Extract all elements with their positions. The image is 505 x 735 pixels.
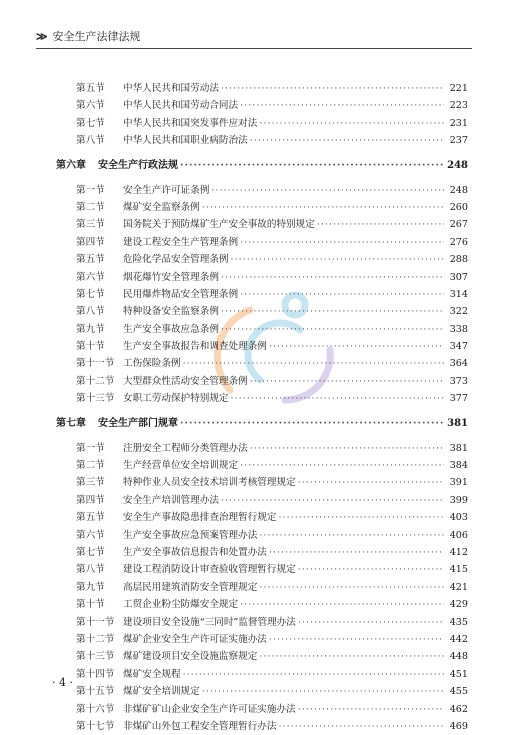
toc-entry [52,648,468,665]
toc-entry [52,80,468,97]
section-title: 煤矿安全规程 [123,668,181,680]
toc-entry [52,321,468,338]
section-page: 322 [449,306,468,318]
leader-dots [231,251,444,268]
section-number: 第八节 [76,135,105,147]
section-page: 288 [449,254,468,266]
section-number: 第九节 [76,323,105,335]
section-title: 生产安全事故应急条例 [123,323,219,335]
toc-entry [52,509,468,526]
section-number: 第九节 [76,581,105,593]
section-title: 安全生产培训管理办法 [123,494,219,506]
leader-dots [240,234,444,251]
section-title: 建设工程消防设计审查验收管理暂行规定 [123,564,296,576]
page-number: · 4 · [52,676,73,689]
toc-entry [52,666,468,683]
section-number: 第十二节 [76,375,115,387]
toc-entry [52,631,468,648]
toc-entry [52,355,468,372]
toc-chapter-6-sections [52,182,468,408]
section-page: 412 [449,546,468,558]
section-number: 第二节 [76,460,105,472]
section-page: 435 [449,616,468,628]
chapter-number: 第六章 [56,159,86,171]
leader-dots [240,596,444,613]
section-number: 第十三节 [76,651,115,663]
section-page: 338 [449,323,468,335]
section-number: 第七节 [76,288,105,300]
section-page: 223 [449,100,468,112]
leader-dots [240,286,444,303]
section-title: 煤矿企业安全生产许可证实施办法 [123,633,267,645]
section-page: 276 [449,236,468,248]
section-title: 生产安全事故报告和调查处理条例 [123,341,267,353]
leader-dots [240,457,444,474]
toc-entry [52,97,468,114]
section-number: 第六节 [76,271,105,283]
section-title: 生产经营单位安全培训规定 [123,460,239,472]
section-number: 第八节 [76,564,105,576]
section-page: 347 [449,341,468,353]
table-of-contents [52,80,468,735]
leader-dots [221,80,444,97]
section-page: 221 [449,83,468,94]
section-title: 烟花爆竹安全管理条例 [123,271,219,283]
section-page: 442 [449,633,468,645]
leader-dots [221,269,444,286]
section-page: 399 [449,494,468,506]
section-number: 第一节 [76,442,105,454]
leader-dots [221,321,444,338]
section-title: 工贸企业粉尘防爆安全规定 [123,599,239,611]
section-title: 非煤矿矿山企业安全生产许可证实施办法 [123,703,296,715]
running-header [36,28,472,46]
chapter-page: 248 [447,159,468,171]
section-title: 煤矿安全监察条例 [123,201,200,213]
section-title: 特种作业人员安全技术培训考核管理规定 [123,477,296,489]
leader-dots [211,182,444,199]
leader-dots [269,544,444,561]
section-title: 女职工劳动保护特别规定 [123,393,229,405]
toc-entry [52,718,468,735]
section-number: 第六节 [76,100,105,112]
section-page: 377 [449,393,468,405]
section-page: 451 [449,668,468,680]
section-title: 生产安全事故应急预案管理办法 [123,529,258,541]
toc-entry [52,182,468,199]
section-number: 第三节 [76,219,105,231]
chapter-page: 381 [447,417,468,429]
toc-entry [52,390,468,407]
section-title: 安全生产事故隐患排查治理暂行规定 [123,512,277,524]
toc-entry [52,115,468,132]
section-title: 大型群众性活动安全管理条例 [123,375,248,387]
toc-entry [52,474,468,491]
section-page: 462 [449,703,468,715]
chapter-title: 安全生产行政法规 [98,159,178,171]
leader-dots [180,412,444,436]
toc-entry [52,614,468,631]
leader-dots [202,199,444,216]
section-number: 第十七节 [76,720,115,732]
section-title: 煤矿安全培训规定 [123,686,200,698]
toc-entry [52,492,468,509]
toc-section-continued [52,80,468,150]
section-number: 第一节 [76,184,105,196]
section-title: 国务院关于预防煤矿生产安全事故的特别规定 [123,219,315,231]
header-mark: ≫ [36,30,47,43]
toc-entry [52,701,468,718]
header-title: 安全生产法律法规 [52,30,141,43]
leader-dots [259,648,444,665]
section-number: 第十一节 [76,358,115,370]
section-page: 231 [449,117,468,129]
toc-entry [52,527,468,544]
toc-entry [52,544,468,561]
leader-dots [298,701,444,718]
section-title: 特种设备安全监察条例 [123,306,219,318]
header-rule [36,48,472,49]
toc-entry [52,303,468,320]
leader-dots [250,440,444,457]
leader-dots [317,216,444,233]
leader-dots [298,474,444,491]
section-number: 第十五节 [76,686,115,698]
leader-dots [231,390,444,407]
section-page: 314 [449,288,468,300]
section-page: 307 [449,271,468,283]
section-number: 第十六节 [76,703,115,715]
leader-dots [183,666,444,683]
section-page: 267 [449,219,468,231]
leader-dots [259,527,444,544]
chapter-number: 第七章 [56,417,86,429]
leader-dots [279,509,445,526]
section-page: 469 [449,720,468,732]
section-number: 第十二节 [76,633,115,645]
section-page: 406 [449,529,468,541]
toc-chapter-6 [52,154,468,178]
leader-dots [221,303,444,320]
section-number: 第十一节 [76,616,115,628]
toc-entry [52,199,468,216]
toc-entry [52,579,468,596]
leader-dots [279,718,445,735]
section-page: 403 [449,512,468,524]
section-number: 第十四节 [76,668,115,680]
section-page: 237 [449,135,468,147]
toc-chapter-7-sections [52,440,468,735]
leader-dots [259,579,444,596]
toc-entry [52,440,468,457]
section-page: 421 [449,581,468,593]
toc-entry [52,457,468,474]
toc-entry [52,269,468,286]
leader-dots [269,338,444,355]
section-number: 第四节 [76,236,105,248]
section-page: 260 [449,201,468,213]
section-page: 373 [449,375,468,387]
section-number: 第四节 [76,494,105,506]
leader-dots [183,355,444,372]
leader-dots [180,154,444,178]
section-title: 民用爆炸物品安全管理条例 [123,288,239,300]
toc-entry [52,234,468,251]
section-number: 第十节 [76,599,105,611]
toc-entry [52,338,468,355]
section-number: 第五节 [76,512,105,524]
leader-dots [298,614,444,631]
section-title: 高层民用建筑消防安全管理规定 [123,581,258,593]
section-title: 中华人民共和国职业病防治法 [123,135,248,147]
toc-entry [52,683,468,700]
section-title: 非煤矿山外包工程安全管理暂行办法 [123,720,277,732]
section-number: 第三节 [76,477,105,489]
toc-entry [52,561,468,578]
section-title: 工伤保险条例 [123,358,181,370]
toc-entry [52,251,468,268]
section-title: 中华人民共和国劳动合同法 [123,100,239,112]
section-number: 第七节 [76,546,105,558]
leader-dots [269,631,444,648]
toc-entry [52,286,468,303]
toc-chapter-7 [52,412,468,436]
section-title: 安全生产许可证条例 [123,184,210,196]
section-number: 第五节 [76,254,105,266]
section-title: 中华人民共和国突发事件应对法 [123,117,258,129]
leader-dots [240,97,444,114]
section-number: 第五节 [76,83,105,94]
section-title: 建设工程安全生产管理条例 [123,236,239,248]
leader-dots [298,561,444,578]
toc-entry [52,373,468,390]
section-page: 455 [449,686,468,698]
chapter-title: 安全生产部门规章 [98,417,178,429]
leader-dots [221,492,444,509]
section-page: 448 [449,651,468,663]
section-page: 391 [449,477,468,489]
section-number: 第十节 [76,341,105,353]
leader-dots [250,373,444,390]
section-number: 第七节 [76,117,105,129]
section-title: 危险化学品安全管理条例 [123,254,229,266]
section-page: 415 [449,564,468,576]
toc-entry [52,216,468,233]
section-title: 注册安全工程师分类管理办法 [123,442,248,454]
section-number: 第二节 [76,201,105,213]
section-page: 381 [449,442,468,454]
section-number: 第六节 [76,529,105,541]
leader-dots [202,683,444,700]
section-title: 生产安全事故信息报告和处置办法 [123,546,267,558]
section-page: 384 [449,460,468,472]
leader-dots [250,132,444,149]
toc-entry [52,596,468,613]
section-number: 第十三节 [76,393,115,405]
section-title: 煤矿建设项目安全设施监察规定 [123,651,258,663]
section-page: 364 [449,358,468,370]
section-number: 第八节 [76,306,105,318]
toc-entry [52,132,468,149]
section-title: 建设项目安全设施“三同时”监督管理办法 [123,616,296,628]
leader-dots [259,115,444,132]
section-title: 中华人民共和国劳动法 [123,83,219,94]
section-page: 248 [449,184,468,196]
section-page: 429 [449,599,468,611]
